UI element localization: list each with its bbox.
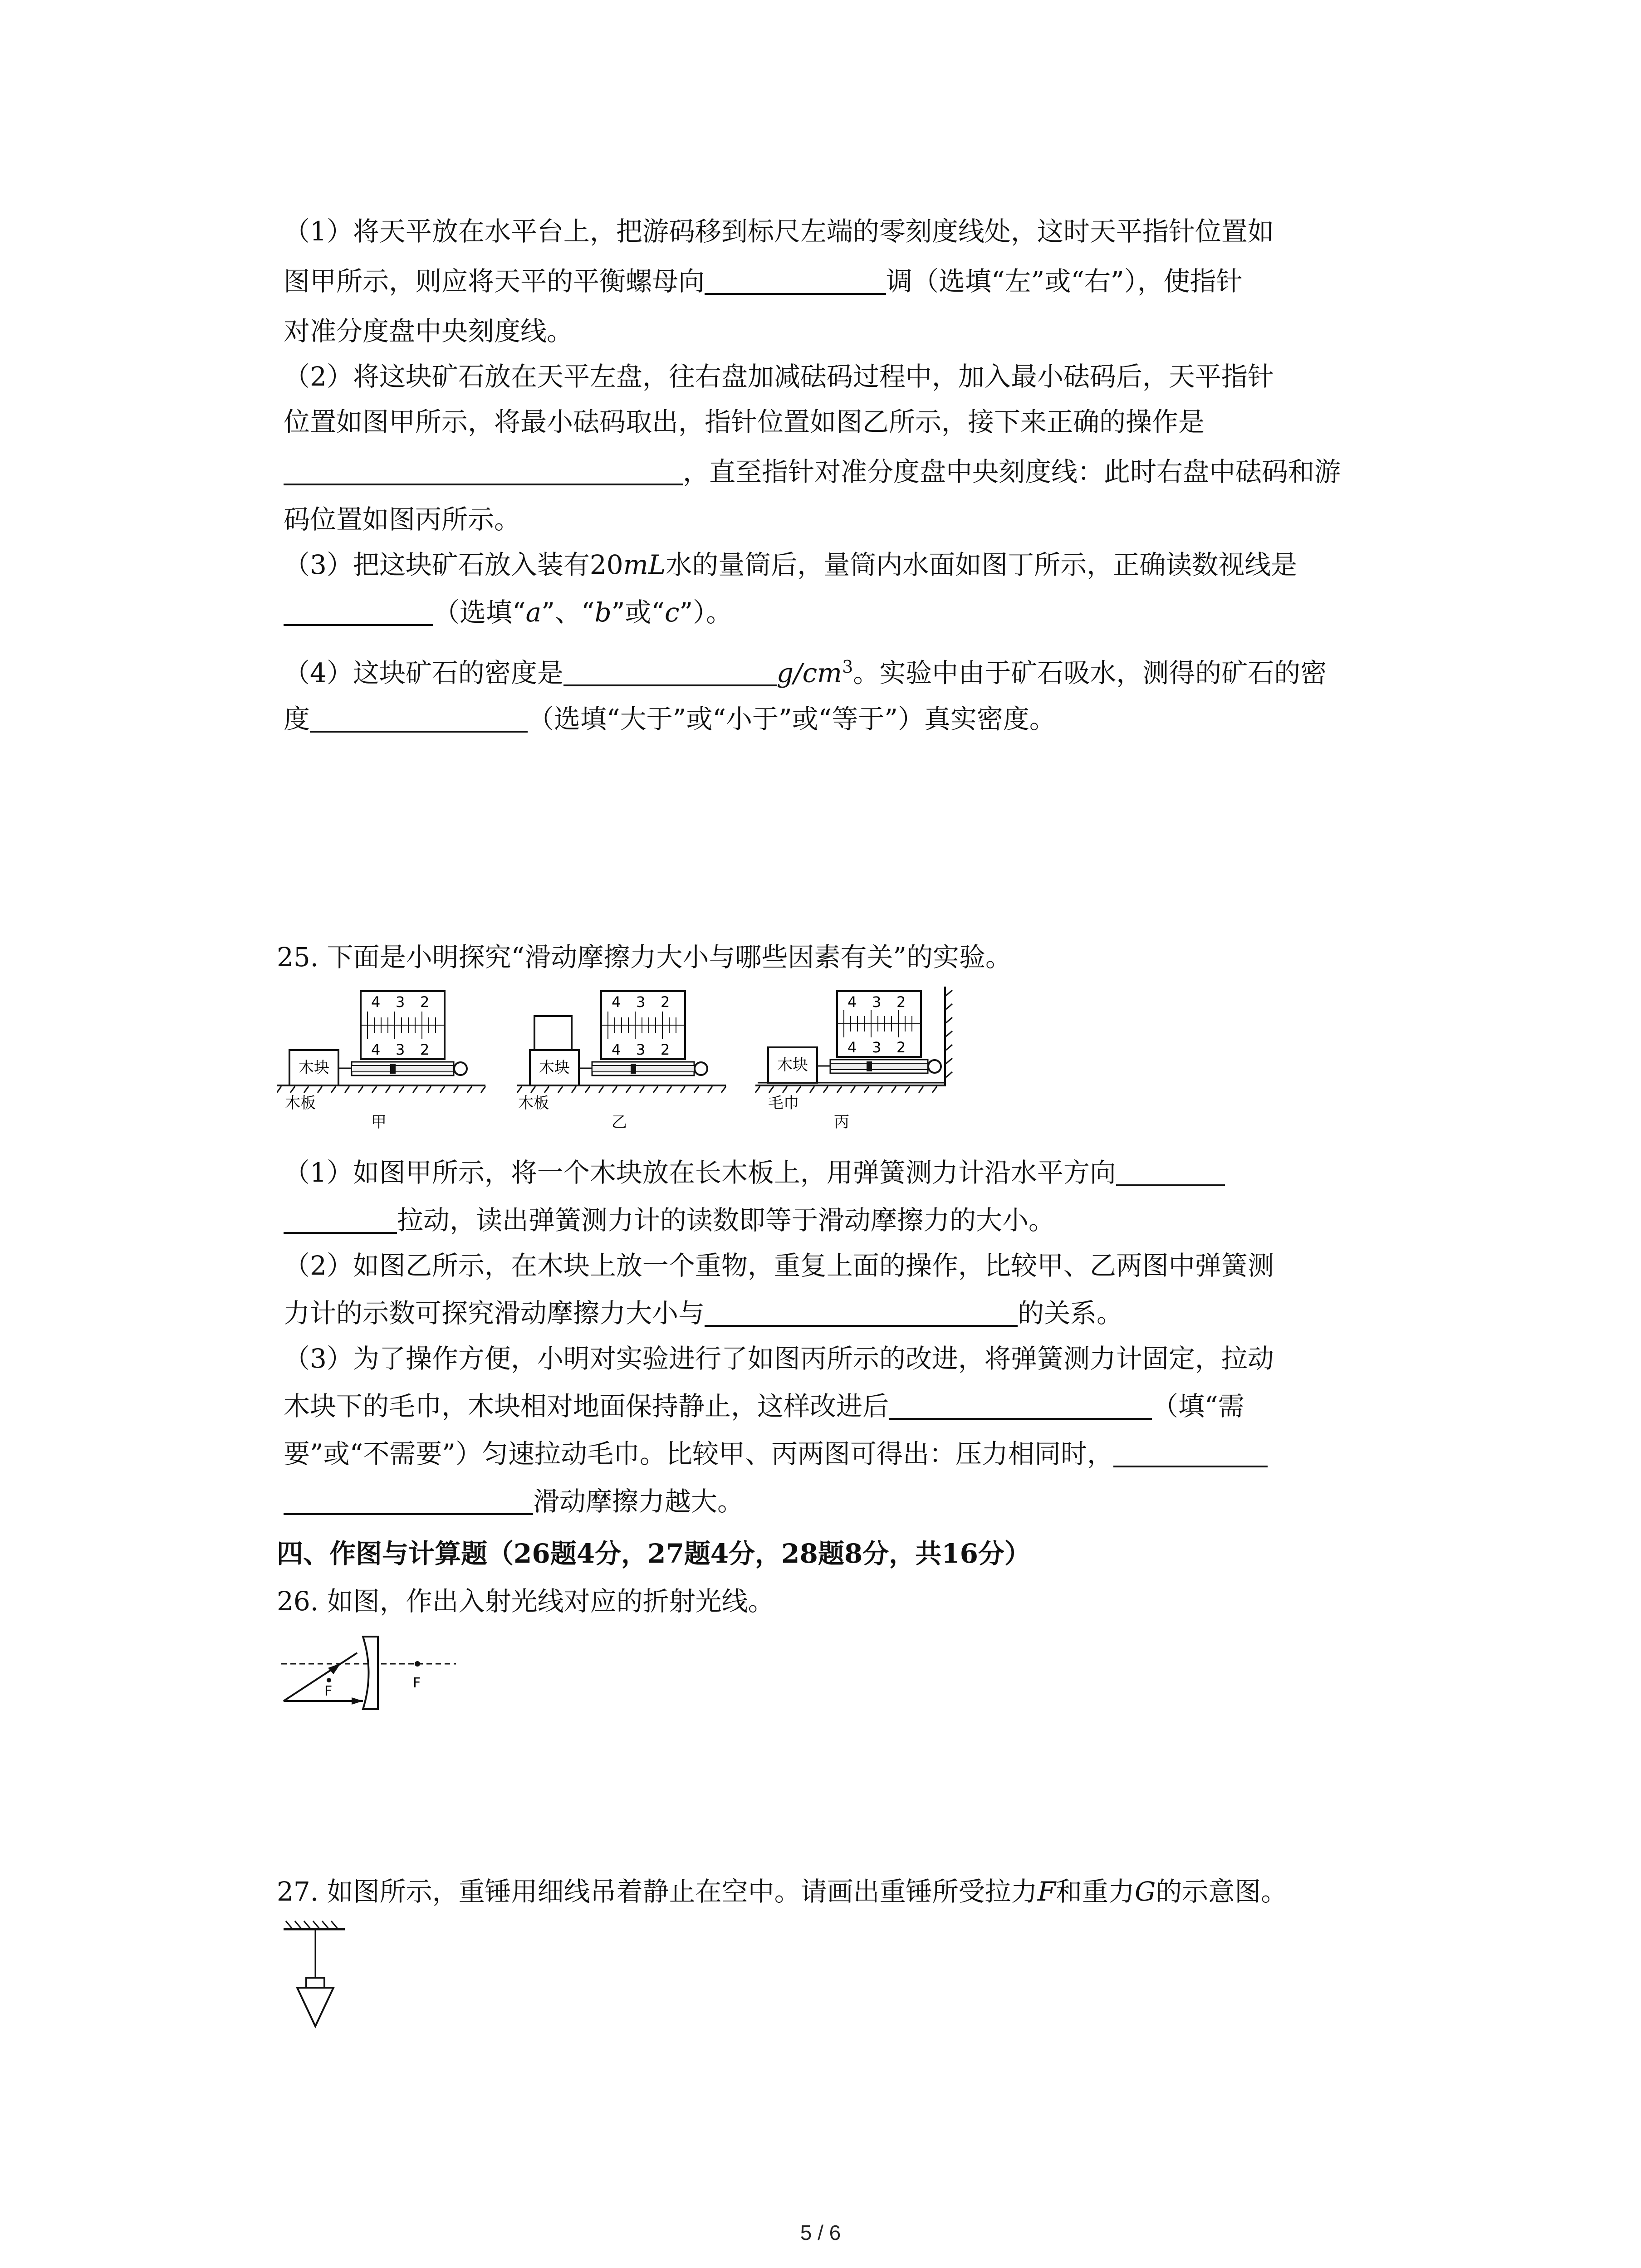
answer-blank[interactable] [284,595,433,626]
svg-text:4: 4 [371,1041,381,1058]
svg-text:4: 4 [371,993,381,1011]
q26-title: 26. 如图，作出入射光线对应的折射光线。 [277,1586,774,1617]
block-label: 木块 [299,1059,329,1077]
weight-block [534,1016,572,1050]
page-number: 5 / 6 [800,2221,841,2244]
answer-blank[interactable] [1113,1437,1268,1467]
q24-p2-line4: 码位置如图丙所示。 [284,504,521,535]
caption-jia: 甲 [371,1113,387,1131]
answer-blank[interactable] [1116,1155,1225,1186]
answer-blank[interactable] [310,702,528,733]
board-label: 木板 [285,1094,316,1112]
svg-text:2: 2 [661,1041,670,1058]
svg-text:3: 3 [872,993,882,1011]
friction-experiment-figure [277,982,985,1136]
q24-p1-line2: 图甲所示，则应将天平的平衡螺母向 调（选填“左”或“右”），使指针 [284,263,1243,299]
svg-text:2: 2 [896,993,906,1011]
q25-p1-line2: 拉动，读出弹簧测力计的读数即等于滑动摩擦力的大小。 [284,1202,1055,1238]
towel-label: 毛巾 [768,1094,799,1112]
answer-blank[interactable] [889,1389,1152,1420]
q25-p2-line1: （2）如图乙所示，在木块上放一个重物，重复上面的操作，比较甲、乙两图中弹簧测 [284,1250,1274,1281]
answer-blank[interactable] [284,1203,397,1234]
plumb-bob-figure [279,1916,352,2034]
answer-blank[interactable] [705,264,886,295]
incident-ray-slanted [284,1653,357,1701]
lens-figure [279,1633,460,1710]
q27-title: 27. 如图所示，重锤用细线吊着静止在空中。请画出重锤所受拉力F和重力G的示意图。 [277,1876,1288,1907]
focus-point [415,1661,420,1667]
svg-text:木块: 木块 [539,1059,570,1077]
svg-text:3: 3 [396,1041,405,1058]
q25-p3-line2: 木块下的毛巾，木块相对地面保持静止，这样改进后 （填“需 [284,1388,1244,1424]
svg-text:4: 4 [612,993,621,1011]
q25-title: 25. 下面是小明探究“滑动摩擦力大小与哪些因素有关”的实验。 [277,942,1012,973]
q24-p4-line1: （4）这块矿石的密度是 $g/cm^3$。实验中由于矿石吸水，测得的矿石的密 [284,649,1327,691]
panel-jia [277,991,485,1131]
concave-lens [363,1637,378,1709]
svg-text:木板: 木板 [518,1094,549,1112]
svg-text:2: 2 [661,993,670,1011]
svg-text:2: 2 [896,1039,906,1056]
bob-cone [297,1988,333,2026]
answer-blank[interactable] [705,1296,1018,1327]
q24-p1-line1: （1）将天平放在水平台上，把游码移到标尺左端的零刻度线处，这时天平指针位置如 [284,216,1274,247]
q25-p3-line3: 要”或“不需要”）匀速拉动毛巾。比较甲、丙两图可得出：压力相同时， [284,1436,1268,1472]
q24-p2-line2: 位置如图甲所示，将最小砝码取出，指针位置如图乙所示，接下来正确的操作是 [284,406,1205,437]
svg-text:4: 4 [612,1041,621,1058]
svg-text:3: 3 [872,1039,882,1056]
bob-top [306,1978,324,1988]
section-title: 四、作图与计算题（26题4分，27题4分，28题8分，共16分） [277,1538,1031,1569]
svg-text:3: 3 [636,993,646,1011]
panel-bing [755,987,952,1131]
focus-label-left: F [324,1683,333,1699]
svg-text:4: 4 [847,993,857,1011]
q24-p3-line1: （3）把这块矿石放入装有20mL水的量筒后，量筒内水面如图丁所示，正确读数视线是 [284,549,1298,580]
answer-blank[interactable] [284,1484,533,1515]
svg-text:3: 3 [396,993,405,1011]
q24-p3-line2: （选填“a”、“b”或“c”）。 [284,594,732,631]
q24-p1-line3: 对准分度盘中央刻度线。 [284,316,573,347]
caption-yi: 乙 [612,1113,627,1131]
answer-blank[interactable] [563,655,777,686]
q25-p1-line1: （1）如图甲所示，将一个木块放在长木板上，用弹簧测力计沿水平方向 [284,1154,1225,1191]
q24-p2-line3: ，直至指针对准分度盘中央刻度线：此时右盘中砝码和游 [284,454,1341,490]
q25-p3-line4: 滑动摩擦力越大。 [284,1483,744,1520]
svg-text:4: 4 [847,1039,857,1056]
focus-label-right: F [413,1675,421,1691]
q24-p2-line1: （2）将这块矿石放在天平左盘，往右盘加减砝码过程中，加入最小砝码后，天平指针 [284,361,1274,392]
q24-p4-line2: 度 （选填“大于”或“小于”或“等于”）真实密度。 [284,701,1056,737]
panel-yi [517,991,726,1131]
svg-text:木块: 木块 [777,1056,808,1074]
answer-blank[interactable] [284,455,683,485]
svg-text:2: 2 [420,1041,430,1058]
q25-p3-line1: （3）为了操作方便，小明对实验进行了如图丙所示的改进，将弹簧测力计固定，拉动 [284,1343,1274,1374]
caption-bing: 丙 [834,1113,849,1131]
svg-text:3: 3 [636,1041,646,1058]
svg-text:2: 2 [420,993,430,1011]
q25-p2-line2: 力计的示数可探究滑动摩擦力大小与 的关系。 [284,1295,1123,1331]
